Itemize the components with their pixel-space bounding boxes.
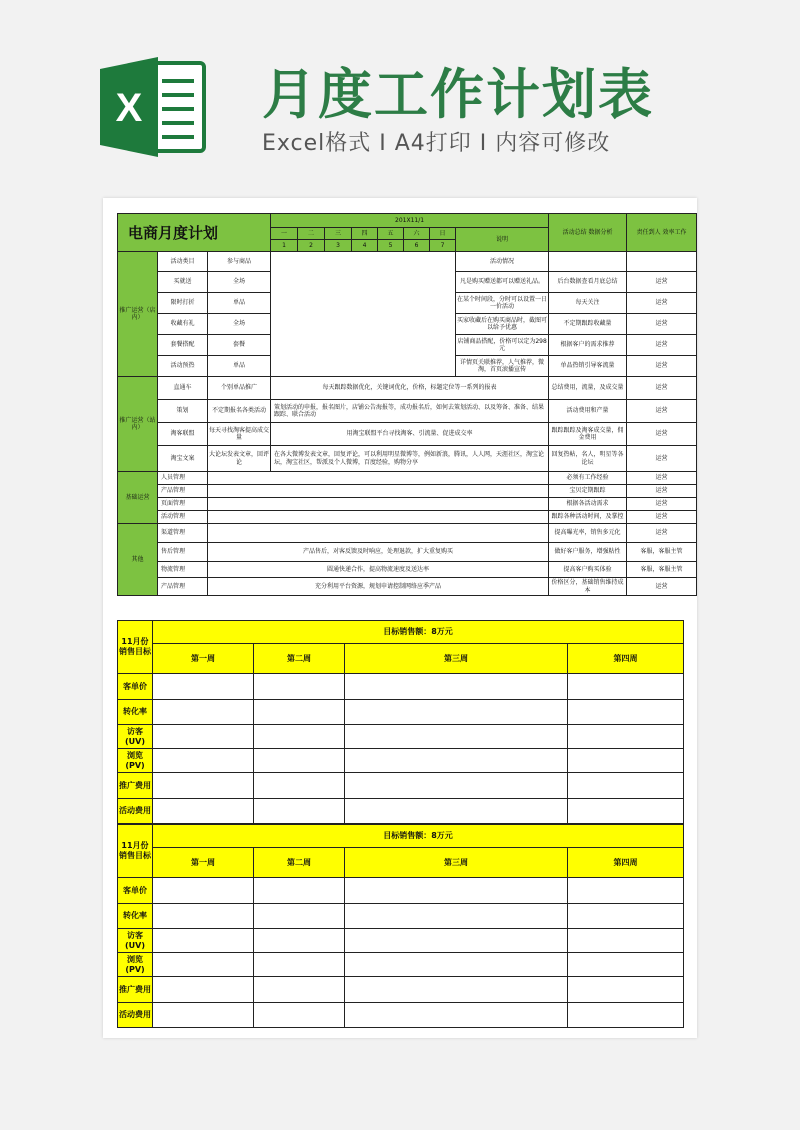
cell: [208, 498, 549, 511]
cell: 跟踪各种活动时间，及掌控: [549, 511, 627, 524]
weekday-cell: 二: [298, 228, 325, 240]
data-cell[interactable]: [254, 1003, 345, 1028]
excel-icon-letter: X: [115, 86, 143, 130]
data-cell[interactable]: [345, 725, 568, 749]
data-cell[interactable]: [345, 749, 568, 773]
cell: 收藏有礼: [158, 314, 208, 335]
cell: 每天关注: [549, 293, 627, 314]
metric-label: 客单价: [118, 878, 153, 904]
cell: 总结费用，流量，及成交量: [549, 377, 627, 400]
metric-label: 浏览(PV): [118, 953, 153, 977]
data-cell[interactable]: [254, 977, 345, 1003]
page-subtitle: Excel格式 I A4打印 I 内容可修改: [262, 131, 611, 156]
cell: 全场: [208, 314, 271, 335]
plan-table: [117, 213, 697, 596]
cell: 物流管理: [158, 562, 208, 578]
week-header: 第一周: [153, 848, 254, 878]
col-summary-header: 活动总结 数据分析: [549, 214, 627, 252]
data-cell[interactable]: [568, 953, 684, 977]
data-cell[interactable]: [254, 953, 345, 977]
data-cell[interactable]: [345, 953, 568, 977]
cell: 直通车: [158, 377, 208, 400]
week-header: 第二周: [254, 644, 345, 674]
day-cell: 2: [298, 240, 325, 252]
cell: 运营: [627, 498, 697, 511]
data-cell[interactable]: [345, 904, 568, 929]
cell: 运营: [627, 472, 697, 485]
page-header: [0, 0, 800, 195]
data-cell[interactable]: [568, 674, 684, 700]
metric-label: 访客(UV): [118, 725, 153, 749]
day-cell: 3: [325, 240, 352, 252]
cell: [549, 252, 627, 272]
cell: 充分利用平台资源，规划申请控制网络应季产品: [208, 578, 549, 596]
day-cell: 5: [378, 240, 404, 252]
cell: 策划: [158, 400, 208, 423]
data-cell[interactable]: [254, 674, 345, 700]
data-cell[interactable]: [153, 977, 254, 1003]
weekday-cell: 三: [325, 228, 352, 240]
cell: 运营: [627, 511, 697, 524]
weekday-cell: 四: [352, 228, 378, 240]
spreadsheet-preview: [103, 198, 697, 1038]
weekday-cell: 五: [378, 228, 404, 240]
metric-label: 转化率: [118, 700, 153, 725]
cell: 运营: [627, 400, 697, 423]
cell: 人员管理: [158, 472, 208, 485]
data-cell[interactable]: [254, 799, 345, 824]
cell: 运营: [627, 446, 697, 472]
cell: [627, 252, 697, 272]
data-cell[interactable]: [568, 977, 684, 1003]
week-header: 第三周: [345, 848, 568, 878]
data-cell[interactable]: [345, 773, 568, 799]
cell: 运营: [627, 335, 697, 356]
sales-table-2: [117, 824, 684, 1028]
sales-table-1: [117, 620, 684, 824]
cell: 运营: [627, 423, 697, 446]
cell: 买家收藏后在购买商品时，截图可以给予优惠: [456, 314, 549, 335]
cell: 套餐搭配: [158, 335, 208, 356]
sales-target: 目标销售额：8万元: [153, 825, 684, 848]
cell: [208, 485, 549, 498]
metric-label: 推广费用: [118, 977, 153, 1003]
cell: 跟踪跟踪及淘客成交量，佣金费用: [549, 423, 627, 446]
cell: 店铺商品搭配，价格可以定为298元: [456, 335, 549, 356]
cell: 个别单品推广: [208, 377, 271, 400]
cell: 运营: [627, 356, 697, 377]
header-cell: 活动情况: [456, 252, 549, 272]
metric-label: 访客(UV): [118, 929, 153, 953]
cell: 在各大微博发表文章，回复评论，可以利用明星微博等，例如新浪，腾讯，人人网，天涯社区，淘宝论坛，淘宝社区，帮派及个人微博，百度经验，购物分享: [271, 446, 549, 472]
day-cell: 7: [430, 240, 456, 252]
cell: 在某个时间段，分时可以设置一日一价活动: [456, 293, 549, 314]
cell: 运营: [627, 524, 697, 543]
cell: 运营: [627, 293, 697, 314]
cell: 产品管理: [158, 578, 208, 596]
cell: 客服，客服主管: [627, 562, 697, 578]
data-cell[interactable]: [568, 878, 684, 904]
cell: 活动预热: [158, 356, 208, 377]
calendar-area: [271, 252, 456, 377]
cell: 产品售后，对客反馈及时响应，处理退款，扩大重复购买: [208, 543, 549, 562]
weekday-cell: 六: [404, 228, 430, 240]
cell: 不定期跟踪收藏量: [549, 314, 627, 335]
cell: 凡是购买赠送都可以赠送礼品。: [456, 272, 549, 293]
data-cell[interactable]: [568, 799, 684, 824]
week-header: 第三周: [345, 644, 568, 674]
plan-date: 201X11/1: [271, 214, 549, 228]
cell: 活动管理: [158, 511, 208, 524]
cell: 运营: [627, 578, 697, 596]
cell: 不定期报名各类活动: [208, 400, 271, 423]
cell: 渠道管理: [158, 524, 208, 543]
data-cell[interactable]: [568, 773, 684, 799]
metric-label: 推广费用: [118, 773, 153, 799]
cell: [208, 524, 549, 543]
metric-label: 活动费用: [118, 799, 153, 824]
month-target-label: 11月份销售目标: [118, 621, 153, 674]
data-cell[interactable]: [254, 904, 345, 929]
cell: 活动费用和产量: [549, 400, 627, 423]
week-header: 第一周: [153, 644, 254, 674]
month-target-label: 11月份销售目标: [118, 825, 153, 878]
cell: 策划活动的申报，报名图片，店铺公告海报等，成功报名后，如何去策划活动、以及筹备、准备、结果跟踪、联合活动: [271, 400, 549, 423]
day-cell: 1: [271, 240, 298, 252]
data-cell[interactable]: [254, 700, 345, 725]
data-cell[interactable]: [153, 1003, 254, 1028]
day-cell: 6: [404, 240, 430, 252]
data-cell[interactable]: [153, 773, 254, 799]
data-cell[interactable]: [153, 700, 254, 725]
week-header: 第四周: [568, 644, 684, 674]
section-label: 推广运营（站内）: [118, 377, 158, 472]
data-cell[interactable]: [254, 749, 345, 773]
cell: 淘宝文案: [158, 446, 208, 472]
header-cell: 参与商品: [208, 252, 271, 272]
cell: 每天跟踪数据优化，关键词优化，价格，标题定位等一系列的报表: [271, 377, 549, 400]
data-cell[interactable]: [345, 929, 568, 953]
cell: 价格区分，基础销售维持成本: [549, 578, 627, 596]
data-cell[interactable]: [153, 929, 254, 953]
cell: 单品: [208, 356, 271, 377]
cell: 运营: [627, 377, 697, 400]
data-cell[interactable]: [345, 799, 568, 824]
data-cell[interactable]: [254, 773, 345, 799]
data-cell[interactable]: [254, 929, 345, 953]
cell: 单品: [208, 293, 271, 314]
cell: 淘客联盟: [158, 423, 208, 446]
cell: 根据各活动需求: [549, 498, 627, 511]
data-cell[interactable]: [568, 725, 684, 749]
cell: 宝贝定期跟踪: [549, 485, 627, 498]
cell: 用淘宝联盟平台寻找淘客、引流量、促进成交率: [271, 423, 549, 446]
metric-label: 活动费用: [118, 1003, 153, 1028]
cell: 运营: [627, 485, 697, 498]
cell: 圆通快递合作，提高物流速度及送达率: [208, 562, 549, 578]
data-cell[interactable]: [153, 953, 254, 977]
col-note-header: 说明: [456, 228, 549, 252]
data-cell[interactable]: [153, 725, 254, 749]
cell: 全场: [208, 272, 271, 293]
data-cell[interactable]: [568, 700, 684, 725]
data-cell[interactable]: [153, 749, 254, 773]
page-title: 月度工作计划表: [262, 63, 654, 126]
cell: 回复热帖，名人，明星等各论坛: [549, 446, 627, 472]
sales-target: 目标销售额：8万元: [153, 621, 684, 644]
data-cell[interactable]: [568, 749, 684, 773]
cell: 买就送: [158, 272, 208, 293]
cell: 根据客户的需求推荐: [549, 335, 627, 356]
cell: 运营: [627, 272, 697, 293]
week-header: 第四周: [568, 848, 684, 878]
cell: 后台数据查看月底总结: [549, 272, 627, 293]
week-header: 第二周: [254, 848, 345, 878]
data-cell[interactable]: [568, 1003, 684, 1028]
section-label: 其他: [118, 524, 158, 596]
data-cell[interactable]: [345, 674, 568, 700]
header-cell: 活动类目: [158, 252, 208, 272]
cell: 提高客户购买体验: [549, 562, 627, 578]
cell: 客服，客服主管: [627, 543, 697, 562]
plan-title: 电商月度计划: [118, 214, 271, 252]
cell: 运营: [627, 314, 697, 335]
data-cell[interactable]: [153, 904, 254, 929]
data-cell[interactable]: [568, 929, 684, 953]
section-label: 推广运营（店内）: [118, 252, 158, 377]
data-cell[interactable]: [153, 799, 254, 824]
data-cell[interactable]: [345, 878, 568, 904]
excel-icon: [96, 55, 208, 159]
data-cell[interactable]: [153, 878, 254, 904]
data-cell[interactable]: [568, 904, 684, 929]
cell: 页面管理: [158, 498, 208, 511]
metric-label: 客单价: [118, 674, 153, 700]
data-cell[interactable]: [345, 700, 568, 725]
section-label: 基础运营: [118, 472, 158, 524]
col-owner-header: 责任到人 效率工作: [627, 214, 697, 252]
data-cell[interactable]: [153, 674, 254, 700]
weekday-cell: 一: [271, 228, 298, 240]
cell: 限时打折: [158, 293, 208, 314]
cell: [208, 472, 549, 485]
weekday-cell: 日: [430, 228, 456, 240]
cell: 详情页关联推荐，人气推荐，微淘，首页滚播宣传: [456, 356, 549, 377]
data-cell[interactable]: [345, 977, 568, 1003]
data-cell[interactable]: [254, 725, 345, 749]
cell: 必须有工作经验: [549, 472, 627, 485]
cell: 提高曝光率，销售多元化: [549, 524, 627, 543]
cell: 做好客户服务，增强粘性: [549, 543, 627, 562]
metric-label: 浏览(PV): [118, 749, 153, 773]
cell: 产品管理: [158, 485, 208, 498]
data-cell[interactable]: [254, 878, 345, 904]
cell: [208, 511, 549, 524]
cell: 单品热销引导客流量: [549, 356, 627, 377]
cell: 每天寻找淘客提高成交量: [208, 423, 271, 446]
metric-label: 转化率: [118, 904, 153, 929]
cell: 套餐: [208, 335, 271, 356]
day-cell: 4: [352, 240, 378, 252]
cell: 大论坛发表文章，回评论: [208, 446, 271, 472]
data-cell[interactable]: [345, 1003, 568, 1028]
cell: 售后管理: [158, 543, 208, 562]
